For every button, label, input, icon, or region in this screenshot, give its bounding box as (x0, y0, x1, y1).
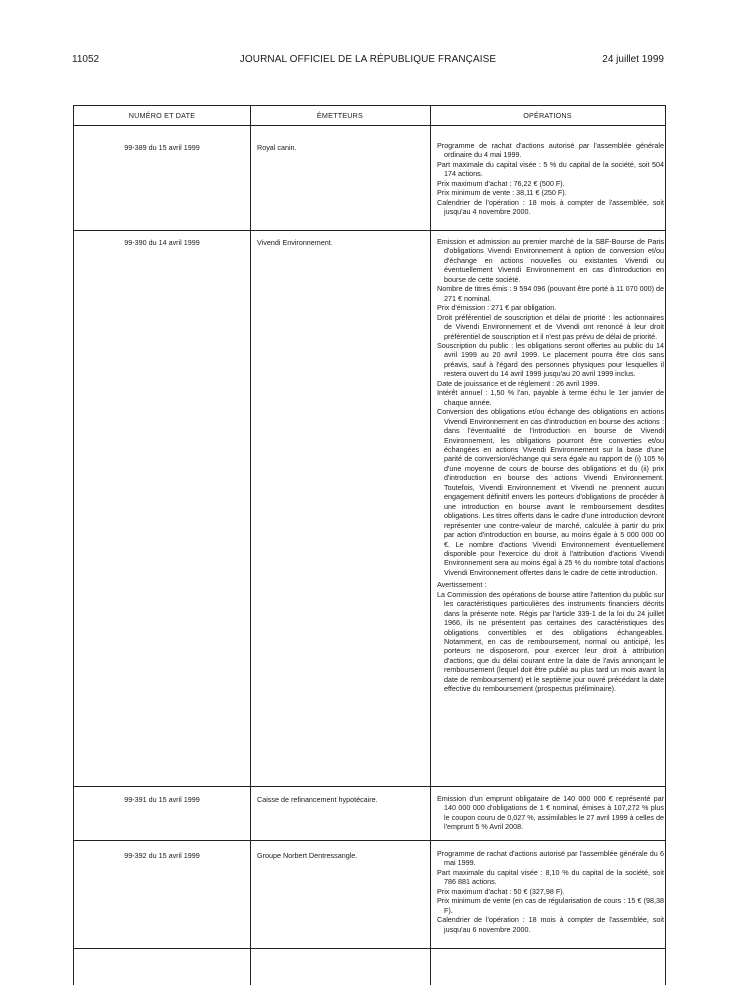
operation-line: Intérêt annuel : 1,50 % l'an, payable à terme échu le 1er janvier de chaque année. (437, 388, 664, 407)
row-operations (437, 794, 664, 832)
row-numero: 99-391 du 15 avril 1999 (124, 795, 200, 804)
column-header-operations: OPÉRATIONS (430, 106, 665, 126)
operation-line: Date de jouissance et de règlement : 26 avril 1999. (437, 378, 600, 388)
operation-line: Part maximale du capital visée : 5 % du capital de la société, soit 504 174 actions. (437, 159, 664, 179)
operation-line: Calendrier de l'opération : 18 mois à compter de l'assemblée, soit jusqu'au 6 novembre 2000. (437, 915, 664, 934)
row-divider (74, 948, 665, 949)
row-emetteur: Caisse de refinancement hypotécaire. (257, 795, 378, 804)
row-emetteur: Vivendi Environnement. (257, 238, 333, 247)
operation-line: Programme de rachat d'actions autorisé par l'assemblée générale du 6 mai 1999. (437, 849, 664, 868)
warning-text: La Commission des opérations de bourse attire l'attention du public sur les caractéristiques particulières des instruments financiers décrits dans la présente note. Régis par l'article 339-1 de la loi du 24 juillet 1966, ils ne présentent pas certaines des caractéristiques des obligations convertibles et des obligations échangeables. Notamment, en cas de remboursement, normal ou anticipé, les porteurs ne disposeront, pour exercer leur droit à attribution d'actions, que du délai courant entre la date de l'avis annonçant le remboursement (lequel doit être publié au plus tard un mois avant la date de remboursement) et le septième jour ouvré précédant la date effective du remboursement (prospectus préliminaire). (437, 589, 664, 694)
row-operations (437, 141, 664, 217)
journal-title: JOURNAL OFFICIEL DE LA RÉPUBLIQUE FRANÇAISE (239, 54, 497, 65)
operations-table (73, 105, 666, 985)
row-numero: 99-390 du 14 avril 1999 (124, 238, 200, 247)
operation-line: Prix maximum d'achat : 50 € (327,98 F). (437, 886, 565, 896)
row-operations (437, 237, 664, 694)
row-numero: 99-389 du 15 avril 1999 (124, 143, 200, 152)
operation-line: Prix maximum d'achat : 76,22 € (500 F). (437, 178, 565, 188)
operation-line: Souscription du public : les obligations seront offertes au public du 14 avril 1999 au 20 avril 1999. Le placement pourra être clos sans préavis, sauf à l'égard des personnes physiques pour lesquelles il restera ouvert du 14 avril 1999 jusqu'au 20 avril 1999 inclus. (437, 340, 664, 379)
page-header (72, 54, 664, 70)
row-divider (74, 840, 665, 841)
operation-line: Prix d'émission : 271 € par obligation. (437, 303, 557, 313)
warning-title: Avertissement : (437, 580, 487, 590)
operation-line: Programme de rachat d'actions autorisé par l'assemblée générale ordinaire du 4 mai 1999. (437, 141, 664, 160)
column-header-numero: NUMÉRO ET DATE (74, 106, 250, 126)
operation-line: Part maximale du capital visée : 8,10 % du capital de la société, soit 786 881 actions. (437, 867, 664, 887)
operation-line: Prix minimum de vente : 38,11 € (250 F). (437, 188, 567, 198)
operation-line: Emission et admission au premier marché de la SBF-Bourse de Paris d'obligations Vivendi Environnement à option de conversion et/ou d'échange en actions nouvelles ou existantes Vivendi ou éventuellement Vivendi Environnement en cas d'introduction en bourse de cette société. (437, 237, 664, 284)
column-header-emetteurs: ÉMETTEURS (250, 106, 430, 126)
operation-line: Emission d'un emprunt obligataire de 140 000 000 € représenté par 140 000 000 d'obligations de 1 € nominal, émises à 107,272 % plus le coupon couru de 0,027 %, assimilables le 27 avril 1999 à celles de l'emprunt 5 % Avril 2008. (437, 794, 664, 832)
row-emetteur: Royal canin. (257, 143, 297, 152)
operation-line: Conversion des obligations et/ou échange des obligations en actions Vivendi Environnement en cas d'introduction en bourse des actions : dans l'éventualité de l'introduction en bourse de Vivendi Environnement, les obligations pourront être converties et/ou échangées en actions Vivendi Environnement sur la base d'une parité de conversion/échange qui sera égale au rapport de (i) 105 % d'une moyenne de cours de bourse des obligations et du (ii) prix d'introduction en bourse des actions Vivendi Environnement. Toutefois, Vivendi Environnement et Vivendi ne prennent aucun engagement définitif envers les porteurs d'obligations de procéder à une introduction en bourse avant le remboursement desdites obligations. Les titres offerts dans le cadre d'une introduction devront représenter une contre-valeur de marché, calculée à partir du prix par action d'introduction en bourse, au moins égale à 5 000 000 00 €. Le nombre d'actions Vivendi Environnement éventuellement disponible pour l'exercice du droit à l'attribution d'actions Vivendi Environnement sera au moins égal à 25 % du nombre total d'actions Vivendi Environnement offertes dans le cadre de cette introduction. (437, 407, 664, 577)
row-numero: 99-392 du 15 avril 1999 (124, 851, 200, 860)
row-operations (437, 849, 664, 934)
page-number: 11052 (72, 54, 100, 65)
operation-line: Prix minimum de vente (en cas de régularisation de cours : 15 € (98,38 F). (437, 896, 664, 915)
operation-line: Calendrier de l'opération : 18 mois à compter de l'assemblée, soit jusqu'au 4 novembre 2000. (437, 197, 664, 217)
row-divider (74, 230, 665, 231)
issue-date: 24 juillet 1999 (602, 54, 664, 65)
row-emetteur: Groupe Norbert Dentressangle. (257, 851, 358, 860)
column-divider (430, 106, 431, 985)
row-divider (74, 786, 665, 787)
column-divider (250, 106, 251, 985)
operation-line: Nombre de titres émis : 9 594 096 (pouvant être porté à 11 070 000) de 271 € nominal. (437, 284, 664, 303)
operation-line: Droit préférentiel de souscription et délai de priorité : les actionnaires de Vivendi Environnement et de Vivendi ont renoncé à leur droit préférentiel de souscription et il n'est pas prévu de délai de priorité. (437, 312, 664, 341)
